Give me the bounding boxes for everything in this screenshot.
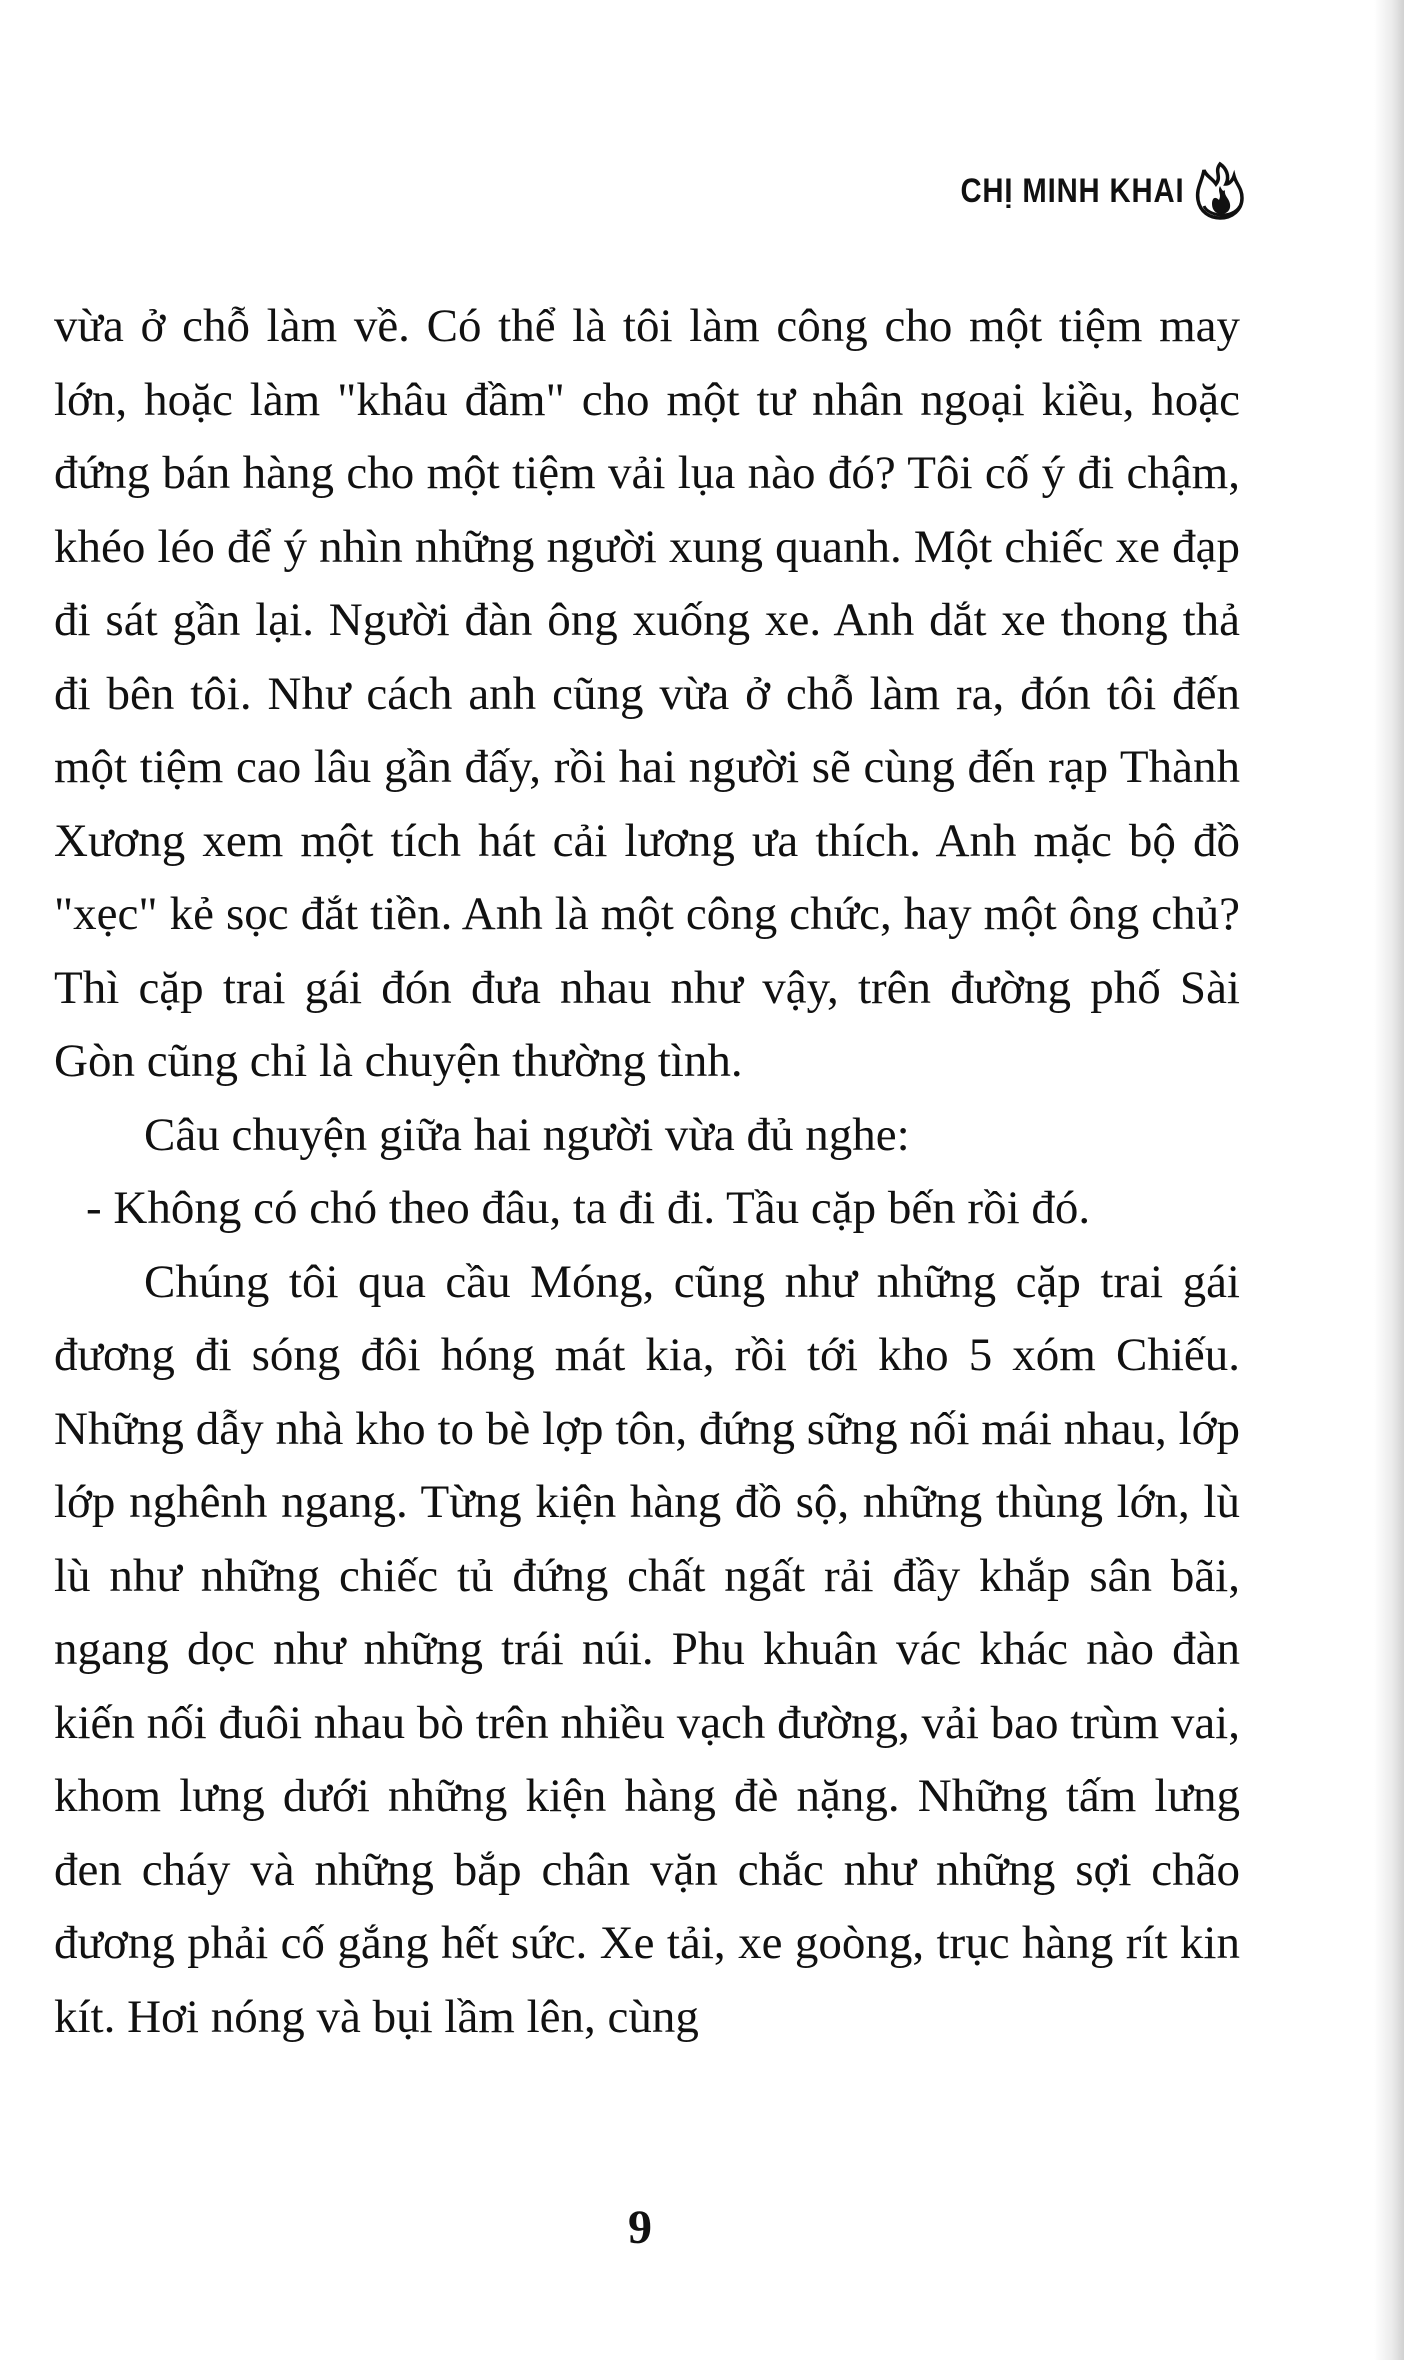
flame-icon — [1192, 160, 1248, 222]
body-text — [54, 290, 1240, 2054]
paragraph-continued: vừa ở chỗ làm về. Có thể là tôi làm công cho một tiệm may lớn, hoặc làm "khâu đầm" cho một tư nhân ngoại kiều, hoặc đứng bán hàng cho một tiệm vải lụa nào đó? Tôi cố ý đi chậm, khéo léo để ý nhìn những người xung quanh. Một chiếc xe đạp đi sát gần lại. Người đàn ông xuống xe. Anh dắt xe thong thả đi bên tôi. Như cách anh cũng vừa ở chỗ làm ra, đón tôi đến một tiệm cao lâu gần đấy, rồi hai người sẽ cùng đến rạp Thành Xương xem một tích hát cải lương ưa thích. Anh mặc bộ đồ "xẹc" kẻ sọc đắt tiền. Anh là một công chức, hay một ông chủ? Thì cặp trai gái đón đưa nhau như vậy, trên đường phố Sài Gòn cũng chỉ là chuyện thường tình. — [54, 300, 1240, 1087]
running-header — [924, 160, 1248, 222]
page-edge-shadow — [1374, 0, 1404, 2360]
paragraph-narrative: Chúng tôi qua cầu Móng, cũng như những cặp trai gái đương đi sóng đôi hóng mát kia, rồi tới kho 5 xóm Chiếu. Những dẫy nhà kho to bè lợp tôn, đứng sững nối mái nhau, lớp lớp nghênh ngang. Từng kiện hàng đồ sộ, những thùng lớn, lù lù như những chiếc tủ đứng chất ngất rải đầy khắp sân bãi, ngang dọc như những trái núi. Phu khuân vác khác nào đàn kiến nối đuôi nhau bò trên nhiều vạch đường, vải bao trùm vai, khom lưng dưới những kiện hàng đè nặng. Những tấm lưng đen cháy và những bắp chân vặn chắc như những sợi chão đương phải cố gắng hết sức. Xe tải, xe goòng, trục hàng rít kin kít. Hơi nóng và bụi lầm lên, cùng — [54, 1255, 1240, 2043]
page-number: 9 — [628, 2201, 652, 2254]
paragraph-intro-dialogue: Câu chuyện giữa hai người vừa đủ nghe: — [144, 1108, 910, 1161]
header-title: CHỊ MINH KHAI — [960, 171, 1184, 210]
paragraph-dialogue: - Không có chó theo đâu, ta đi đi. Tầu cặp bến rồi đó. — [86, 1182, 1091, 1234]
